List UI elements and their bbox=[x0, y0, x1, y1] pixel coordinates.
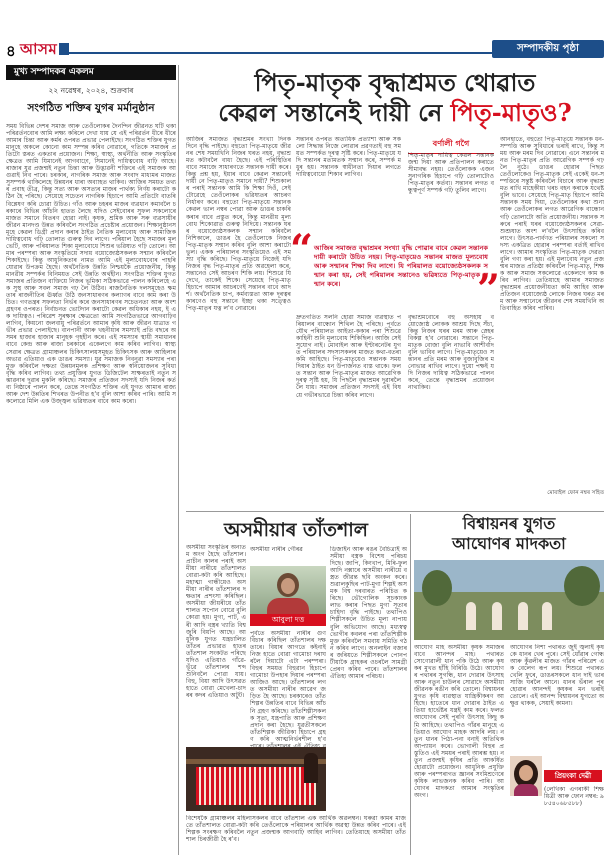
tat-column-2-intro: অসমীয়া নাৰীৰ গৌৰৱ bbox=[250, 546, 303, 553]
bis-headline-line-1: বিশ্বায়নৰ যুগত bbox=[462, 514, 556, 533]
tat-column-2: পূৰ্বতে অসমীয়া নাৰীৰ গুণ বিচাৰ কৰিছিল তাঁতশালৰ দক্ষতাৰে। বিয়াৰ আগতে কইনাই নিজ হাতে বোৱা গামোচা দৰাঘৰলৈ দিয়াটো এটা পৰম্পৰা। বিহুৰ সময়ত বিহুৱান হিচাপে গামোচা উপহাৰ দিয়াৰ পৰম্পৰা আজিও আছে। তাঁতশালৰ লগত অসমীয়া নাৰীৰ আৱেগ জড়িত হৈ আছে। চৰকাৰেও তাঁতশিল্পৰ উন্নতিৰ বাবে বিভিন্ন আঁচনি গ্ৰহণ কৰিছে। তাঁতশিল্পীসকলক সূতা, যন্ত্ৰপাতি আৰু প্ৰশিক্ষণ প্ৰদান কৰা হৈছে। যুৱতীসকলে তাঁতশিল্পক জীৱিকা হিচাপে গ্ৰহণ কৰি আত্মনিৰ্ভৰশীল হ'ব bbox=[250, 630, 326, 743]
page-number: ৪ bbox=[6, 42, 16, 60]
open-quote-icon: “ bbox=[290, 226, 314, 273]
editorial-body: সময় বিভিন্ন দেশৰ সমাজ আৰু তেওঁলোকৰ দৈনন্দিন জীৱনত ঘটি থকা পৰিৱৰ্তনবোৰ আমি লক্ষ্য কৰিলে দেখা যায় যে এই পৰিৱৰ্তন ধীৰে ধীৰে আমাৰ চিন্তা আৰু কৰ্মৰ ওপৰত প্ৰভাৱ পেলাইছে। সংগঠিত শক্তিৰ যুগত মানুহে অকলে কোনো কাম সম্পন্ন কৰিব নোৱাৰে, গতিকে সমাজৰ প্ৰতিটো স্তৰত একতাৰ প্ৰয়োজন। শিক্ষা, স্বাস্থ্য, অৰ্থনীতি আৰু সংস্কৃতিৰ ক্ষেত্ৰত আমি যিমানেই আগবাঢ়ো, সিমানেই দায়িত্ববোধ বাঢ়ি আহে। ৰাজ্যৰ যুৱ প্ৰজন্মই নতুন চিন্তা আৰু উদ্ভাৱনী শক্তিৰে এই সমাজক আগুৱাই নিব পাৰে। চৰকাৰ, নাগৰিক সমাজ আৰু সংবাদ মাধ্যমৰ মাজত সুসম্পৰ্ক থাকিলেহে উন্নয়নৰ ধাৰা অব্যাহত থাকিব। আজিৰ সময়ত তথ্যৰ প্ৰবাহ তীব্ৰ, কিন্তু সত্য আৰু অসত্যৰ মাজৰ পাৰ্থক্য নিৰ্ণয় কৰাটো কঠিন হৈ পৰিছে। সেয়েহে সচেতন নাগৰিক হিচাপে আমি প্ৰতিটো বাতৰি বিশ্লেষণ কৰি চোৱা উচিত। গাঁও আৰু চহৰৰ মাজৰ ব্যৱধান কমাবলৈ চৰকাৰে বিভিন্ন আঁচনি হাতত লৈছে যদিও সেইবোৰৰ সুফল সকলোৰে মাজত সমানে বিতৰণ হোৱা নাই। কৃষক, শ্ৰমিক আৰু সৰু ব্যৱসায়ীৰ জীৱন মানদণ্ড উন্নত কৰিবলৈ সংগঠিত প্ৰচেষ্টাৰ প্ৰয়োজন। শিক্ষানুষ্ঠানসমূহে কেৱল ডিগ্ৰী প্ৰদান কৰাৰ ঠাইত নৈতিক মূল্যবোধ আৰু সামাজিক দায়িত্ববোধ গঢ়ি তোলাত গুৰুত্ব দিব লাগে। পৰিয়াল হৈছে সমাজৰ মূল ভেটি, আৰু পৰিয়ালত শিকা মূল্যবোধে শিশুৰ ভৱিষ্যত গঢ়ি তোলে। আমাৰ পৰম্পৰা আৰু সংস্কৃতিয়ে সদায় বয়োজ্যেষ্ঠসকলক সন্মান কৰিবলৈ শিকাইছে। কিন্তু আধুনিকতাৰ নামত আমি এই মূল্যবোধবোৰ পাহৰি যোৱাৰ উপক্ৰম হৈছে। অৰ্থনৈতিক উন্নতি নিশ্চয়কৈ প্ৰয়োজনীয়, কিন্তু মানৱীয় সম্পৰ্কৰ বিনিময়ত সেই উন্নতি অৰ্থহীন। সংগঠিত শক্তিৰ যুগত সমাজৰ প্ৰতিজন ব্যক্তিয়ে নিজৰ ভূমিকা সঠিকভাৱে পালন কৰিলেহে এক সুস্থ আৰু সবল সমাজ গঢ় লৈ উঠিব। ৰাজনৈতিক দলসমূহেও ক্ষমতাৰ ৰাজনীতিৰ ঊৰ্ধ্বত উঠি জনসাধাৰণৰ কল্যাণৰ বাবে কাম কৰা উচিত। গণতন্ত্ৰৰ সফলতা নিৰ্ভৰ কৰে জনসাধাৰণৰ সচেতনতা আৰু অংশগ্ৰহণৰ ওপৰত। নিৰ্বাচনত ভোটদান কৰাটো কেৱল অধিকাৰ নহয়, ই এক দায়িত্বও। পৰিৱেশ সুৰক্ষাৰ ক্ষেত্ৰতো আমি সংগঠিতভাৱে আগবাঢ়িব লাগিব, কিয়নো জলবায়ু পৰিৱৰ্তনে আমাৰ কৃষি আৰু জীৱন যাত্ৰাত গভীৰ প্ৰভাৱ পেলাইছে। বানপানী আৰু খহনীয়াৰ সমস্যাই প্ৰতি বছৰে অসমৰ হাজাৰ হাজাৰ মানুহক গৃহহীন কৰে। এই সমস্যাৰ স্থায়ী সমাধানৰ বাবে কেন্দ্ৰ আৰু ৰাজ্য চৰকাৰে একেলগে কাম কৰিব লাগিব। স্বাস্থ্য সেৱাৰ ক্ষেত্ৰত গ্ৰামাঞ্চলৰ চিকিৎসালয়সমূহত চিকিৎসক আৰু আহিলাৰ অভাৱ এতিয়াও এক ডাঙৰ সমস্যা। যুৱ সমাজক নিবনুৱা সমস্যাৰ পৰা মুক্ত কৰিবলৈ দক্ষতা উন্নয়নমূলক প্ৰশিক্ষণ আৰু স্বনিয়োজনৰ সুবিধা বৃদ্ধি কৰিব লাগিব। তথ্য প্ৰযুক্তিৰ যুগত ডিজিটেল সাক্ষৰতাই নতুন সম্ভাৱনাৰ দুৱাৰ মুকলি কৰিছে। সমাজৰ প্ৰতিজন সদস্যই যদি নিজৰ কৰ্তব্য নিষ্ঠাৰে পালন কৰে, তেন্তে সংগঠিত শক্তিৰ এই যুগত আমাৰ ৰাজ্য আৰু দেশ উন্নতিৰ শিখৰত উপনীত হ'ব বুলি আশা কৰিব পাৰি। আমি সকলোৱে মিলি এক উজ্জ্বল ভৱিষ্যতৰ বাবে কাম কৰো। bbox=[6, 123, 176, 405]
article-column-2: সন্তানৰ ওপৰত অত্যধিক প্ৰত্যাশা আৰু সকলো সিদ্ধান্ত নিজে লোৱাৰ প্ৰৱণতাই বহু সময়ত সম্পৰ্কত দূৰত্ব সৃষ্টি কৰে। পিতৃ-মাতৃয়ে যদি সন্তানৰ মতামতক সন্মান কৰে, সম্পৰ্ক মধুৰ হয়। সন্তানক স্বাধীনতা দিয়াৰ লগতে দায়িত্ববোধো শিকাব লাগিব। bbox=[296, 136, 401, 179]
tat-column-1: অসমীয়া সংস্কৃতিৰ অন্যতম অংগ হৈছে তাঁতশাল। প্ৰাচীন কালৰ পৰাই অসমীয়া নাৰীয়ে তাঁতশালত বোৱা-কটা কৰি আহিছে। মহাত্মা গান্ধীয়েও অসমীয়া নাৰীৰ তাঁতশালৰ দক্ষতাৰ প্ৰশংসা কৰিছিল। অসমীয়া জীয়ৰীয়ে তাঁতশালত সপোন বোৱে বুলি কোৱা হয়। মুগা, পাট, এৰী আদি বস্ত্ৰৰ খ্যাতি বিশ্বজুৰি বিয়পি আছে। আধুনিক যুগত যন্ত্ৰচালিত তাঁতৰ প্ৰভাৱত হাতৰ তাঁতশাল সংকটত পৰিছে যদিও এতিয়াও গাঁৱে-ভূঁৱে তাঁতশালৰ শব্দ শুনিবলৈ পোৱা যায়। বিহু, বিয়া আদি উৎসৱত হাতে বোৱা মেখেলা-চাদৰৰ কদৰ এতিয়াও অটুট। bbox=[186, 544, 246, 699]
author-photo-2 bbox=[510, 756, 542, 796]
close-quote-icon: ” bbox=[476, 266, 500, 313]
author-2-face bbox=[519, 765, 533, 781]
editorial-title: সংগঠিত শক্তিৰ যুগৰ মৰ্মানুষ্ঠান bbox=[27, 102, 155, 114]
section-rule bbox=[186, 511, 604, 512]
masthead-text: আসম bbox=[20, 40, 58, 58]
editorial-column bbox=[6, 65, 176, 855]
article-signoff: মোবাইল ফোন নম্বৰ সহিত bbox=[547, 490, 604, 496]
editorial-date: ২২ নৱেম্বৰ, ২০২৪, শুক্ৰবাৰ bbox=[48, 86, 134, 95]
pull-quote bbox=[290, 226, 500, 313]
header-rule bbox=[66, 52, 501, 54]
tat-column-3: ডিজাইন আৰু ৰঙৰ বৈচিত্ৰ্যই অসমীয়া বস্ত্ৰক বিশেষ পৰিচয় দিছে। জাপি, কিংখাপ, মিৰি-ফুল আদি নক্সাৰে অসমীয়া নাৰীয়ে বস্ত্ৰত জীৱন্ত ছবি অংকন কৰে। শুৱালকুছিৰ পাট-মুগা শিল্পই অসমক বিশ্ব দৰবাৰত পৰিচিত কৰিছে। ভৌগোলিক সূচকাংক লাভ কৰাৰ পিছত মুগা সূতাৰ চাহিদা বৃদ্ধি পাইছে। তথাপিও শিল্পীসকলে উচিত মূল্য নাপায় বুলি অভিযোগ আছে। মধ্যস্বত্বভোগীৰ কবলৰ পৰা তাঁতশিল্পীক মুক্ত কৰিবলৈ সমবায় সমিতি গঠন কৰিব লাগে। অনলাইন বজাৰৰ জৰিয়তে শিল্পীসকলে পোনপটীয়াকৈ গ্ৰাহকৰ ওচৰলৈ সামগ্ৰী প্ৰেৰণ কৰিব পাৰে। তাঁতশালৰ ঐতিহ্য আমাৰ পৰিচয়। bbox=[330, 546, 407, 680]
article-column-4: আনহাতে, বহুতো পিতৃ-মাতৃয়ে সন্তানক ধন-সম্পত্তি আৰু সুবিধাৰে ভৰাই ৰাখে, কিন্তু সময় আৰু মৰম দিব নোৱাৰে। এনে সন্তানৰ মনত পিতৃ-মাতৃৰ প্ৰতি আৱেগিক সম্পৰ্ক গঢ় লৈ নুঠে। ডাঙৰ হোৱাৰ পিছত তেওঁলোকেও পিতৃ-মাতৃক সেই একেই ধন-সম্পত্তিৰে সন্তুষ্ট কৰিবলৈ বিচাৰে আৰু বৃদ্ধাশ্ৰমত ৰাখি মাহেকীয়া খৰচ বহন কৰাকে যথেষ্ট বুলি ভাবে। সেয়েহে পিতৃ-মাতৃ হিচাপে আমি সন্তানক সময় দিয়া, তেওঁলোকৰ কথা শুনা আৰু তেওঁলোকৰ লগত আৱেগিক বান্ধোন গঢ়ি তোলাটো অতি প্ৰয়োজনীয়। সন্তানক সৰুৰে পৰাই ঘৰৰ বয়োজ্যেষ্ঠসকলৰ সেৱা-শুশ্ৰূষাত অংশ ল'বলৈ উৎসাহিত কৰিব লাগে। উৎসৱ-পাৰ্বণত পৰিয়ালৰ সকলো সদস্য একত্ৰিত হোৱাৰ পৰম্পৰা বৰ্তাই ৰাখিব লাগে। আমাৰ সংস্কৃতিত পিতৃ-মাতৃক দেৱতা বুলি গণ্য কৰা হয়। এই মূল্যবোধ নতুন প্ৰজন্মৰ মাজত প্ৰতিষ্ঠা কৰিবলৈ পিতৃ-মাতৃ, শিক্ষক আৰু সমাজ সকলোৱে একেলগে কাম কৰিব লাগিব। তেতিয়াহে আমাৰ সমাজত বৃদ্ধাশ্ৰমৰ প্ৰয়োজনীয়তা কমি আহিব আৰু প্ৰতিজন বয়োজ্যেষ্ঠ লোকে নিজৰ ঘৰত মৰম আৰু সন্মানেৰে জীৱনৰ শেষ সময়খিনি অতিবাহিত কৰিব পাৰিব। bbox=[500, 136, 604, 313]
column-divider bbox=[178, 65, 179, 855]
tat-headline: অসমীয়াৰ তাঁতশাল bbox=[224, 519, 368, 541]
tree-right bbox=[564, 566, 600, 606]
author-caption: আবুলা দত্ত bbox=[250, 614, 326, 626]
harvester-figure bbox=[542, 602, 552, 630]
headline-line-2 bbox=[186, 98, 604, 128]
pull-quote-text: আজিৰ সমাজত বৃদ্ধাশ্ৰমৰ সংখ্যা বৃদ্ধি পোৱাৰ বাবে কেৱল সন্তানক দায়ী কৰাটো উচিত নহয়। পিতৃ-মাতৃয়েও সন্তানৰ মাজত মূল্যবোধ আৰু সন্মানৰ শিক্ষা দিব লাগে। যি পৰিয়ালত বয়োজ্যেষ্ঠসকলক সন্মান কৰা হয়, সেই পৰিয়ালৰ সন্তানেও ভৱিষ্যতে পিতৃ-মাতৃক সন্মান কৰে। bbox=[314, 244, 488, 288]
page-header bbox=[6, 38, 604, 62]
weaver-figure bbox=[304, 753, 318, 783]
article-column-3: পিতৃ-মাতৃৰ দায়িত্ব কেৱল সন্তানক জন্ম দিয়া আৰু প্ৰতিপালন কৰাতে সীমাবদ্ধ নহয়। তেওঁলোকক এজন সুনাগৰিক হিচাপে গঢ়ি তোলাটোও পিতৃ-মাতৃৰ কৰ্তব্য। সন্তানৰ লগত বন্ধুত্বপূৰ্ণ সম্পৰ্ক গঢ়ি তুলিব লাগে। bbox=[408, 152, 494, 195]
byline: বৰ্ণালী গগৈ bbox=[432, 139, 470, 148]
author-face bbox=[281, 578, 295, 594]
bis-headline bbox=[414, 514, 604, 554]
author-2-body bbox=[514, 784, 538, 796]
lower-column-divider bbox=[410, 514, 411, 855]
author-body bbox=[267, 598, 309, 614]
headline-line-2-main: কেৱল সন্তানেই দায়ী নে bbox=[218, 98, 451, 127]
tree-left bbox=[422, 570, 452, 606]
editorial-heading: মুখ্য সম্পাদকৰ একলম bbox=[6, 65, 176, 80]
loom-photo bbox=[186, 747, 326, 811]
headline-line-1: পিতৃ-মাতৃক বৃদ্ধাশ্ৰমত থোৱাত bbox=[254, 68, 536, 97]
main-headline bbox=[186, 68, 604, 128]
article-column-3b: বৃদ্ধাশ্ৰমবোৰে বহু অসহায় বয়োজ্যেষ্ঠ লোকক আশ্ৰয় দিছে সঁচা, কিন্তু নিজৰ ঘৰৰ মৰম আৰু স্নেহৰ বিকল্প হ'ব নোৱাৰে। সন্তানে পিতৃ-মাতৃক বোজা বুলি নাভাবি আশীৰ্বাদ বুলি ভাবিব লাগে। পিতৃ-মাতৃয়েও সন্তানৰ প্ৰতি মৰম আৰু বুজাবুজিৰ মনোভাৱ ৰাখিব লাগে। দুয়ো পক্ষই যদি নিজৰ দায়িত্ব সঠিকভাৱে পালন কৰে, তেন্তে বৃদ্ধাশ্ৰমৰ প্ৰয়োজন নাথাকিব। bbox=[408, 314, 494, 392]
author-caption-2: প্ৰিয়ংকা দেৱী bbox=[544, 770, 602, 782]
headline-line-2-red: পিতৃ-মাতৃও? bbox=[450, 98, 572, 127]
author-photo bbox=[250, 566, 326, 614]
tat-footer-text: বিশেষকৈ গ্ৰামাঞ্চলৰ মহিলাসকলৰ বাবে তাঁতশাল এক আৰ্থিক অৱলম্বন। ঘৰুৱা কামৰ মাজতে তাঁতশালত বোৱা-কটা কৰি তেওঁলোকে পৰিয়ালৰ আৰ্থিক অৱস্থা উন্নত কৰিব পাৰে। এই শিল্পক সংৰক্ষণ কৰিবলৈ নতুন প্ৰজন্মক আগবাঢ়ি আহিব লাগিব। তেতিয়াহে অসমীয়া তাঁতশাল চিৰজীৱী হৈ ৰ'ব। bbox=[186, 815, 406, 844]
harvester-figure bbox=[518, 602, 528, 630]
article-column-1: আজিৰ সমাজত বৃদ্ধাশ্ৰমৰ সংখ্যা দিনক দিনে বৃদ্ধি পাইছে। বহুতো পিতৃ-মাতৃয়ে জীৱনৰ শেষ সময়খিনি নিজৰ ঘৰত নহয়, বৃদ্ধাশ্ৰমত কটাবলৈ বাধ্য হৈছে। এই পৰিস্থিতিৰ বাবে সমাজে সাধাৰণতে সন্তানক দায়ী কৰে। কিন্তু প্ৰশ্ন হয়, ইয়াৰ বাবে কেৱল সন্তানেই দায়ী নে পিতৃ-মাতৃও সমানে দায়ী? শিশুকালৰ পৰাই সন্তানক আমি কি শিক্ষা দিওঁ, সেইটোৱেহে তেওঁলোকৰ ভৱিষ্যতৰ আচৰণ নিৰ্ধাৰণ কৰে। বহুতো পিতৃ-মাতৃয়ে সন্তানক কেৱল ভাল নম্বৰ পোৱা আৰু ডাঙৰ চাকৰি কৰাৰ বাবে প্ৰস্তুত কৰে, কিন্তু মানৱীয় মূল্যবোধ শিকোৱাত গুৰুত্ব নিদিয়ে। সন্তানক ঘৰৰ বয়োজ্যেষ্ঠসকলক সন্মান কৰিবলৈ নিশিকালে, ডাঙৰ হৈ তেওঁলোকে নিজৰ পিতৃ-মাতৃক সন্মান কৰিব বুলি আশা কৰাটো ভুল। একক পৰিয়ালৰ সংস্কৃতিয়েও এই সমস্যা বৃদ্ধি কৰিছে। পিতৃ-মাতৃয়ে নিজেই যদি নিজৰ বৃদ্ধ পিতৃ-মাতৃৰ প্ৰতি অৱহেলা কৰে, সন্তানেও সেই আচৰণ শিকি লয়। শিশুৱে যি দেখে, তাকেই শিকে। সেয়েহে পিতৃ-মাতৃ হিচাপে আমাৰ আচৰণেই সন্তানৰ বাবে আদৰ্শ। অৰ্থনৈতিক চাপ, কৰ্মব্যস্ততা আৰু দূৰত্বৰ কাৰণেও বহু সন্তানে ইচ্ছা থকা সত্ত্বেও পিতৃ-মাতৃৰ যত্ন ল'ব নোৱাৰে। bbox=[186, 136, 291, 313]
harvester-figure bbox=[492, 602, 502, 630]
article-column-2b: দ্ৰুতগতিত সলনি হোৱা সমাজ ব্যৱস্থাত পৰিয়ালৰ বান্ধোন শিথিল হৈ পৰিছে। পূৰ্বতে যৌথ পৰিয়ালত আইতা-ককাৰ পৰা শিশুৱে কাহিনী শুনি মূল্যবোধ শিকিছিল। আজি সেই সুযোগ নাই। মোবাইল আৰু ইণ্টাৰনেটৰ যুগত পৰিয়ালৰ সদস্যসকলৰ মাজত কথা-বতৰা কমি আহিছে। পিতৃ-মাতৃয়েও সন্তানক সময় দিয়াৰ ঠাইত ধন উপাৰ্জনত ব্যস্ত থাকে। ফলত সন্তান আৰু পিতৃ-মাতৃৰ মাজত আৱেগিক দূৰত্ব সৃষ্টি হয়, যি পিছলৈ বৃদ্ধাশ্ৰমৰ দুৱাৰলৈ লৈ যায়। সমাজৰ প্ৰতিজন সদস্যই এই বিষয়ে গভীৰভাৱে চিন্তা কৰিব লাগে। bbox=[296, 314, 401, 399]
masthead-logo bbox=[20, 38, 69, 63]
bis-column-1: আঘোণ মাহ অসমীয়া কৃষক সমাজৰ বাবে আনন্দৰ মাহ। পথাৰত সোণোৱালী ধান পকি উঠে আৰু কৃষকৰ মুখত হাঁহি বিৰিঙি উঠে। আঘোণৰ পথাৰৰ সুগন্ধি, ধান দোৱাৰ উৎসাহ আৰু নতুন চাউলৰ সোৱাদে অসমীয়া জীৱনক ৰঙীন কৰি তোলে। বিশ্বায়নৰ যুগত কৃষি ব্যৱস্থাত যান্ত্ৰিকীকৰণ আহিছে। হাতেৰে ধান দোৱাৰ ঠাইত এতিয়া হাৰ্ভেষ্টৰ যন্ত্ৰই কাম কৰে। ফলত আঘোণৰ সেই পুৰণি উৎসাহ কিছু কমি আহিছে। তথাপিও গাঁৱৰ মানুহে এতিয়াও আঘোণ মাহক আদৰি লয়। নতুন ধানৰ পিঠা-পনা বনাই অতিথিক আপ্যায়ন কৰে। ভোগালী বিহুৰ প্ৰস্তুতিও এই সময়ৰ পৰাই আৰম্ভ হয়। নতুন প্ৰজন্মই কৃষিৰ প্ৰতি আকৰ্ষিত হোৱাটো প্ৰয়োজন। আধুনিক প্ৰযুক্তি আৰু পৰম্পৰাগত জ্ঞানৰ সংমিশ্ৰণেৰে কৃষিক লাভজনক কৰিব পাৰি। আঘোণৰ মাদকতা আমাৰ সংস্কৃতিৰ অংগ। bbox=[414, 644, 504, 799]
loom-cloth bbox=[196, 767, 316, 805]
bis-column-2: আঘোণৰ নিশা পথাৰত জুই জ্বলাই কৃষকে ধানৰ খেৰ পুৰে। সেই ধোঁৱাৰ গোন্ধ আৰু কুঁৱলীৰ মাজত গাঁৱৰ পৰিৱেশ এক বেলেগ ৰূপ লয়। শিশুৱে পথাৰত খেলি ফুৰে, ডাঙৰসকলে ধান দাই ভাৰ সাজি ঘৰলৈ আনে। ধানৰ ভঁৰাল পূৰ হোৱাৰ আনন্দই কৃষকৰ মন ভৰাই তোলে। এই আনন্দ বিশ্বায়নৰ যুগতো অক্ষুণ্ণ থাকক, সেয়াই কামনা। bbox=[510, 644, 604, 708]
bis-headline-line-2: আঘোণৰ মাদকতা bbox=[452, 534, 566, 553]
bis-column-2b: (লেখিকা এগৰাকী শিক্ষয়িত্ৰী আৰু ফোন নম্বৰ: ৯৮৫৪০৬৮৫৮৮) bbox=[544, 786, 604, 808]
harvester-figure bbox=[466, 602, 476, 630]
section-tab: সম্পাদকীয় পৃষ্ঠা bbox=[492, 40, 604, 58]
harvest-photo bbox=[414, 560, 604, 640]
